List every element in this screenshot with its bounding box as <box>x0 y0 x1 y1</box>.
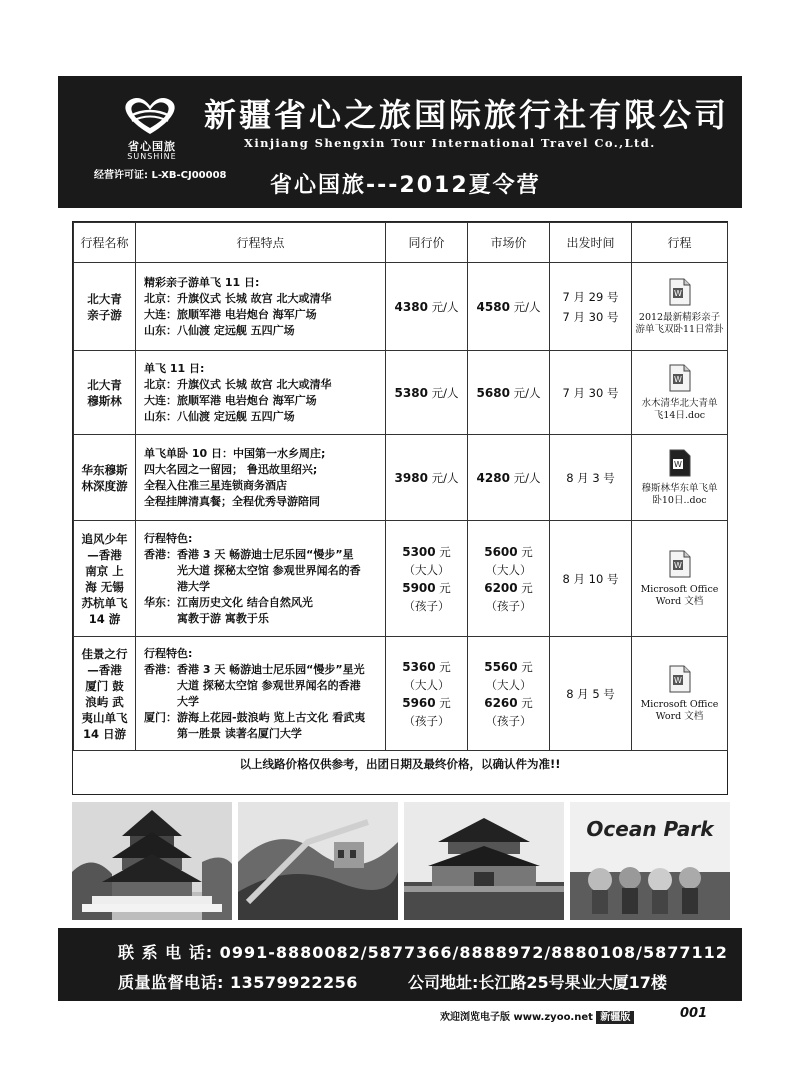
price-unit: 元 <box>439 659 451 674</box>
word-document-icon <box>669 665 691 693</box>
quality-hotline: 质量监督电话: 13579922256 <box>118 973 358 992</box>
file-name-line: 游单飞双卧11日常卦 <box>635 323 724 335</box>
price-label-child: （孩子） <box>485 713 532 728</box>
route-name <box>74 521 136 637</box>
date-line: 8 月 5 号 <box>566 686 615 701</box>
feature-line: 全程挂牌清真餐；全程优秀导游陪同 <box>144 494 320 508</box>
feature-line: 四大名园之一留园； 鲁迅故里绍兴; <box>144 462 318 476</box>
feature-line: 大连：旅顺军港 电岩炮台 海军广场 <box>144 393 317 407</box>
logo-text: 省心国旅 <box>128 140 176 153</box>
feature-line: 单飞 11 日: <box>144 361 205 375</box>
svg-text:W: W <box>673 459 682 469</box>
contact-phone: 联 系 电 话: 0991-8880082/5877366/8888972/8880108/5877112 <box>118 943 728 962</box>
date-line: 8 月 3 号 <box>566 470 615 485</box>
feature-line: 大学 <box>144 694 199 708</box>
feature-line: 山东：八仙渡 定远舰 五四广场 <box>144 409 295 423</box>
header-departure: 出发时间 <box>550 223 632 263</box>
route-features <box>136 435 386 521</box>
price-label-child: （孩子） <box>403 598 450 613</box>
price-unit: 元/人 <box>513 385 541 400</box>
ocean-park-sign: Ocean Park <box>586 817 714 841</box>
feature-line: 厦门：游海上花园-鼓浪屿 览上古文化 看武夷 <box>144 710 366 724</box>
price-value: 3980 <box>394 470 428 485</box>
feature-line: 港大学 <box>144 579 210 593</box>
itinerary-file-link[interactable] <box>632 435 728 521</box>
file-name-line: Microsoft Office <box>640 698 719 710</box>
table-row <box>74 351 728 435</box>
peer-price <box>386 637 468 751</box>
file-name-line: Word 文档 <box>655 710 704 722</box>
price-label-child: （孩子） <box>403 713 450 728</box>
route-name-line: 14 游 <box>88 611 121 626</box>
contact-footer <box>58 928 742 1001</box>
peer-price <box>386 435 468 521</box>
word-document-icon <box>669 449 691 477</box>
price-value: 4380 <box>394 299 428 314</box>
price-value: 5380 <box>394 385 428 400</box>
route-name-line: 华东穆斯 <box>81 462 128 477</box>
itinerary-file-link[interactable] <box>632 637 728 751</box>
feature-line: 香港：香港 3 天 畅游迪士尼乐园“慢步”星 <box>144 547 354 561</box>
great-wall-photo <box>238 802 398 920</box>
feature-line: 大连：旅顺军港 电岩炮台 海军广场 <box>144 307 317 321</box>
page-subtitle: 省心国旅---2012夏令营 <box>270 173 541 198</box>
svg-text:W: W <box>673 288 682 298</box>
header-route-name: 行程名称 <box>74 223 136 263</box>
company-address: 公司地址:长江路25号果业大厦17楼 <box>408 973 667 992</box>
itinerary-file-link[interactable] <box>632 351 728 435</box>
edition-bar <box>440 1008 634 1023</box>
feature-line: 精彩亲子游单飞 11 日: <box>144 275 260 289</box>
date-line: 7 月 30 号 <box>562 385 619 400</box>
route-features <box>136 263 386 351</box>
route-name-line: 厦门 鼓 <box>85 678 124 693</box>
route-name <box>74 263 136 351</box>
date-line: 7 月 30 号 <box>562 309 619 324</box>
price-label-adult: （大人） <box>485 562 532 577</box>
departure-date <box>550 521 632 637</box>
route-features <box>136 351 386 435</box>
departure-date <box>550 637 632 751</box>
route-name-line: 北大青 <box>87 377 122 392</box>
feature-line: 单飞单卧 10 日：中国第一水乡周庄; <box>144 446 326 460</box>
header-banner <box>58 76 742 208</box>
feature-line: 行程特色: <box>144 531 193 545</box>
route-name-line: 海 无锡 <box>85 579 124 594</box>
route-name-line: 穆斯林 <box>87 393 122 408</box>
feature-line: 全程入住准三星连锁商务酒店 <box>144 478 287 492</box>
file-name-line: Word 文档 <box>655 595 704 607</box>
price-value: 5960 <box>402 695 436 710</box>
route-name-line: 北大青 <box>87 291 122 306</box>
price-value: 5600 <box>484 544 518 559</box>
page-number: 001 <box>680 1006 708 1021</box>
price-unit: 元 <box>521 659 533 674</box>
license-number: 经营许可证: L-XB-CJ00008 <box>94 170 227 181</box>
route-name <box>74 637 136 751</box>
forbidden-city-photo <box>404 802 564 920</box>
file-name-line: 卧10日..doc <box>652 494 707 506</box>
price-unit: 元 <box>521 544 533 559</box>
route-name-line: —香港 <box>87 547 122 562</box>
itinerary-file-link[interactable] <box>632 521 728 637</box>
route-name <box>74 435 136 521</box>
sunshine-logo-icon <box>116 94 184 138</box>
price-unit: 元 <box>439 544 451 559</box>
route-name-line: —香港 <box>87 662 122 677</box>
route-name-line: 夷山单飞 <box>81 710 128 725</box>
header-market-price: 市场价 <box>468 223 550 263</box>
itinerary-table-container <box>72 221 728 795</box>
header-features: 行程特点 <box>136 223 386 263</box>
market-price <box>468 351 550 435</box>
svg-text:W: W <box>673 560 682 570</box>
feature-line: 北京：升旗仪式 长城 故宫 北大或清华 <box>144 377 332 391</box>
feature-line: 第一胜景 读著名厦门大学 <box>144 726 302 740</box>
date-line: 8 月 10 号 <box>562 571 619 586</box>
price-value: 6200 <box>484 580 518 595</box>
market-price <box>468 263 550 351</box>
market-price <box>468 521 550 637</box>
market-price <box>468 637 550 751</box>
word-document-icon <box>669 364 691 392</box>
ocean-park-photo <box>570 802 730 920</box>
price-value: 5300 <box>402 544 436 559</box>
file-name-line: 2012最新精彩亲子 <box>638 311 721 323</box>
company-name-cn: 新疆省心之旅国际旅行社有限公司 <box>204 96 730 134</box>
price-unit: 元 <box>521 580 533 595</box>
table-row <box>74 521 728 637</box>
feature-line: 寓教于游 寓教于乐 <box>144 611 269 625</box>
price-value: 4280 <box>476 470 510 485</box>
route-name-line: 亲子游 <box>87 307 122 322</box>
price-unit: 元 <box>439 580 451 595</box>
route-name-line: 苏杭单飞 <box>81 595 128 610</box>
price-label-adult: （大人） <box>403 677 450 692</box>
market-price <box>468 435 550 521</box>
price-unit: 元/人 <box>513 299 541 314</box>
price-value: 5900 <box>402 580 436 595</box>
feature-line: 大道 探秘太空馆 参观世界闻名的香港 <box>144 678 361 692</box>
route-name-line: 追风少年 <box>81 531 128 546</box>
price-unit: 元/人 <box>431 299 459 314</box>
price-label-adult: （大人） <box>403 562 450 577</box>
table-row <box>74 435 728 521</box>
route-features <box>136 521 386 637</box>
word-document-icon <box>669 550 691 578</box>
brochure-page <box>58 76 742 1001</box>
file-name-line: Microsoft Office <box>640 583 719 595</box>
peer-price <box>386 351 468 435</box>
departure-date <box>550 263 632 351</box>
word-document-icon <box>669 278 691 306</box>
route-name-line: 南京 上 <box>85 563 124 578</box>
browse-notice[interactable]: 欢迎浏览电子版 www.zyoo.net <box>440 1012 593 1023</box>
feature-line: 山东：八仙渡 定远舰 五四广场 <box>144 323 295 337</box>
photo-strip <box>72 802 728 920</box>
price-unit: 元 <box>521 695 533 710</box>
file-name-line: 水木清华北大青单 <box>641 397 718 409</box>
edition-tag: 新疆版 <box>596 1011 634 1024</box>
route-name <box>74 351 136 435</box>
feature-line: 行程特色: <box>144 646 193 660</box>
price-disclaimer: 以上线路价格仅供参考，出团日期及最终价格，以确认件为准!! <box>239 757 561 771</box>
table-row <box>74 263 728 351</box>
peer-price <box>386 263 468 351</box>
price-value: 5360 <box>402 659 436 674</box>
price-value: 5560 <box>484 659 518 674</box>
file-name-line: 飞14日.doc <box>653 409 706 421</box>
price-unit: 元/人 <box>431 470 459 485</box>
temple-of-heaven-photo <box>72 802 232 920</box>
file-name-line: 穆斯林华东单飞单 <box>641 482 718 494</box>
feature-line: 光大道 探秘太空馆 参观世界闻名的香 <box>144 563 361 577</box>
price-value: 5680 <box>476 385 510 400</box>
route-features <box>136 637 386 751</box>
svg-text:W: W <box>673 374 682 384</box>
header-peer-price: 同行价 <box>386 223 468 263</box>
price-label-adult: （大人） <box>485 677 532 692</box>
peer-price <box>386 521 468 637</box>
feature-line: 华东：江南历史文化 结合自然风光 <box>144 595 313 609</box>
route-name-line: 林深度游 <box>81 478 128 493</box>
feature-line: 香港：香港 3 天 畅游迪士尼乐园“慢步”星光 <box>144 662 365 676</box>
header-itinerary-file: 行程 <box>632 223 728 263</box>
price-unit: 元 <box>439 695 451 710</box>
price-unit: 元/人 <box>431 385 459 400</box>
route-name-line: 浪屿 武 <box>85 694 124 709</box>
date-line: 7 月 29 号 <box>562 289 619 304</box>
table-header-row <box>74 223 728 263</box>
table-row <box>74 637 728 751</box>
company-name-en: Xinjiang Shengxin Tour International Travel Co.,Ltd. <box>244 136 656 150</box>
route-name-line: 佳景之行 <box>81 646 128 661</box>
feature-line: 北京：升旗仪式 长城 故宫 北大或清华 <box>144 291 332 305</box>
logo-subtext: SUNSHINE <box>127 152 177 161</box>
price-value: 4580 <box>476 299 510 314</box>
route-name-line: 14 日游 <box>82 726 126 741</box>
departure-date <box>550 435 632 521</box>
svg-text:W: W <box>673 675 682 685</box>
itinerary-table <box>73 222 728 751</box>
itinerary-file-link[interactable] <box>632 263 728 351</box>
price-value: 6260 <box>484 695 518 710</box>
price-label-child: （孩子） <box>485 598 532 613</box>
price-unit: 元/人 <box>513 470 541 485</box>
departure-date <box>550 351 632 435</box>
